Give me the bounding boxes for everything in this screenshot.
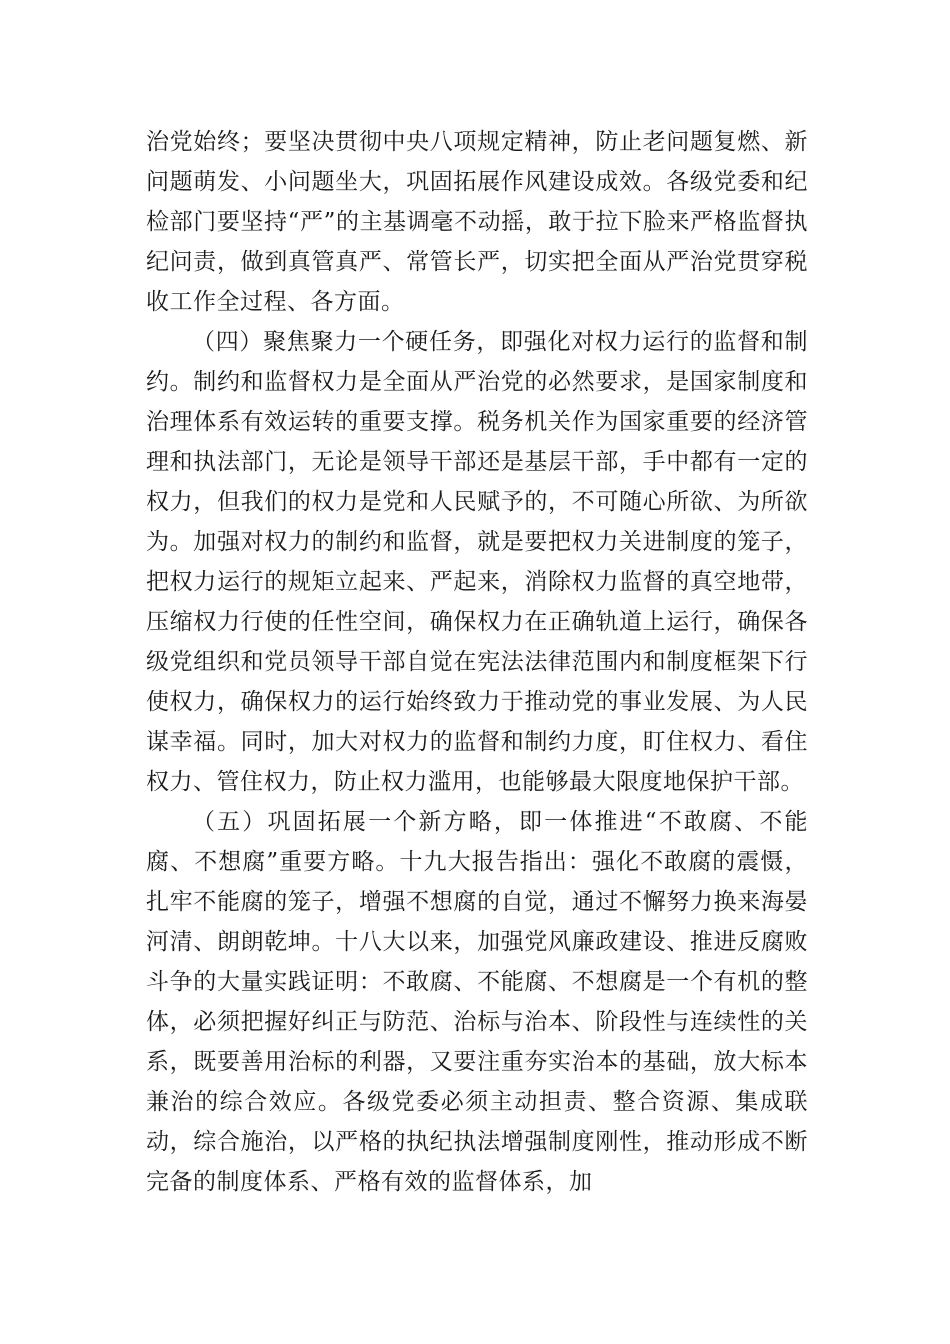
paragraph-continued: 治党始终；要坚决贯彻中央八项规定精神，防止老问题复燃、新问题萌发、小问题坐大，巩固拓展作风建设成效。各级党委和纪检部门要坚持“严”的主基调毫不动摇，敢于拉下脸来严格监督执纪问责，做到真管真严、常管长严，切实把全面从严治党贯穿税收工作全过程、各方面。 [146,129,808,315]
document-body [146,122,808,1202]
paragraph-section-four: （四）聚焦聚力一个硬任务，即强化对权力运行的监督和制约。制约和监督权力是全面从严治党的必然要求，是国家制度和治理体系有效运转的重要支撑。税务机关作为国家重要的经济管理和执法部门，无论是领导干部还是基层干部，手中都有一定的权力，但我们的权力是党和人民赋予的，不可随心所欲、为所欲为。加强对权力的制约和监督，就是要把权力关进制度的笼子，把权力运行的规矩立起来、严起来，消除权力监督的真空地带，压缩权力行使的任性空间，确保权力在正确轨道上运行，确保各级党组织和党员领导干部自觉在宪法法律范围内和制度框架下行使权力，确保权力的运行始终致力于推动党的事业发展、为人民谋幸福。同时，加大对权力的监督和制约力度，盯住权力、看住权力、管住权力，防止权力滥用，也能够最大限度地保护干部。 [146,329,808,795]
paragraph-section-five: （五）巩固拓展一个新方略，即一体推进“不敢腐、不能腐、不想腐”重要方略。十九大报告指出：强化不敢腐的震慑，扎牢不能腐的笼子，增强不想腐的自觉，通过不懈努力换来海晏河清、朗朗乾坤。十八大以来，加强党风廉政建设、推进反腐败斗争的大量实践证明：不敢腐、不能腐、不想腐是一个有机的整体，必须把握好纠正与防范、治标与治本、阶段性与连续性的关系，既要善用治标的利器，又要注重夯实治本的基础，放大标本兼治的综合效应。各级党委必须主动担责、整合资源、集成联动，综合施治，以严格的执纪执法增强制度刚性，推动形成不断完备的制度体系、严格有效的监督体系，加 [146,809,808,1195]
